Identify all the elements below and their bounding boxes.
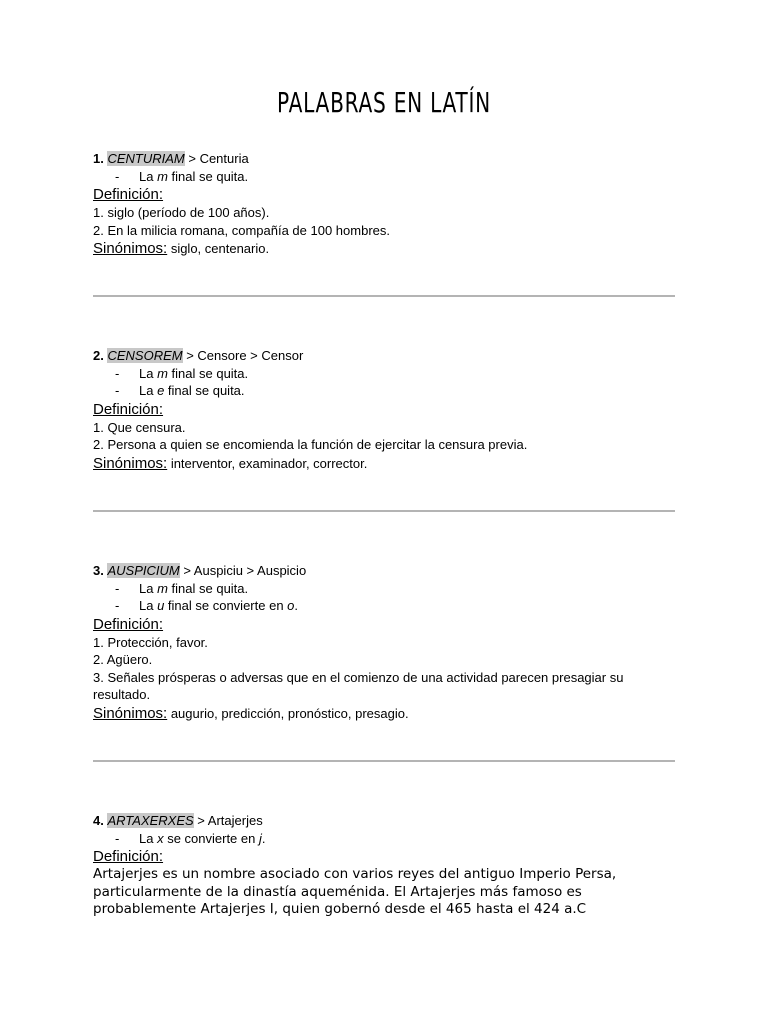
rule-letter: o — [287, 598, 295, 613]
list-dash: - — [115, 383, 120, 398]
latin-word: AUSPICIUM — [107, 563, 180, 578]
list-dash: - — [115, 830, 120, 846]
rule-item — [93, 382, 683, 400]
rule-text: . — [294, 598, 299, 613]
synonyms-row — [93, 239, 683, 258]
definition-item: 2. En la milicia romana, compañía de 100 hombres. — [93, 222, 390, 238]
entry-censorem — [93, 347, 683, 473]
entry-number: 4. — [93, 813, 104, 828]
word-evolution: > Artajerjes — [193, 813, 263, 828]
list-dash: - — [115, 365, 120, 381]
definition-label: Definición: — [93, 848, 164, 865]
rule-text: . — [261, 830, 266, 846]
entry-number: 3. — [93, 563, 104, 578]
rule-letter: u — [157, 598, 165, 613]
rule-text: final se quita. — [164, 383, 245, 398]
rule-text: final se quita. — [167, 580, 249, 596]
list-dash: - — [115, 598, 120, 613]
entry-heading — [93, 812, 683, 830]
list-dash: - — [115, 168, 120, 184]
definition-paragraph: Artajerjes es un nombre asociado con varios reyes del antiguo Imperio Persa, particularmente de la dinastía aqueménida. El Artajerjes más famoso es probablemente Artajerjes I, quien gobernó desde el 465 hasta el 424 a.C — [93, 866, 617, 917]
definition-item: 2. Agüero. — [93, 652, 153, 667]
rule-text: La — [139, 383, 158, 398]
rule-item — [93, 830, 683, 848]
rule-letter: m — [157, 168, 168, 184]
rule-item — [93, 168, 683, 186]
latin-word: CENSOREM — [107, 348, 183, 363]
list-dash: - — [115, 580, 120, 596]
rule-letter: m — [157, 580, 168, 596]
word-evolution: > Centuria — [184, 151, 249, 166]
entry-heading — [93, 562, 683, 580]
entry-heading — [93, 150, 683, 168]
synonyms-label: Sinónimos: — [93, 704, 168, 722]
definition-item: 1. Que censura. — [93, 419, 186, 435]
rule-text: final se quita. — [167, 168, 249, 184]
entry-auspicium — [93, 562, 683, 723]
rule-text: La — [139, 365, 158, 381]
definition-label: Definición: — [93, 615, 164, 633]
definition-item: 2. Persona a quien se encomienda la función de ejercitar la censura previa. — [93, 437, 528, 452]
entry-heading — [93, 347, 683, 365]
latin-word: CENTURIAM — [107, 151, 185, 166]
rule-text: La — [139, 598, 158, 613]
definition-label: Definición: — [93, 186, 164, 203]
rule-text: final se convierte en — [164, 598, 288, 613]
definition-item: 1. siglo (período de 100 años). — [93, 205, 270, 220]
synonyms-row — [93, 704, 683, 723]
entry-number: 1. — [93, 151, 104, 166]
section-divider — [93, 760, 675, 762]
rule-text: se convierte en — [163, 830, 259, 846]
synonyms-row — [93, 454, 683, 473]
rule-item — [93, 580, 683, 598]
word-evolution: > Auspiciu > Auspicio — [179, 563, 307, 578]
definition-label: Definición: — [93, 400, 164, 418]
latin-word: ARTAXERXES — [107, 813, 194, 828]
entry-artaxerxes — [93, 812, 683, 919]
rule-item — [93, 365, 683, 383]
word-evolution: > Censore > Censor — [182, 348, 304, 363]
section-divider — [93, 510, 675, 512]
rule-text: La — [139, 830, 158, 846]
page-title: PALABRAS EN LATÍN — [277, 86, 491, 119]
synonyms-label: Sinónimos: — [93, 240, 168, 257]
synonyms-text: augurio, predicción, pronóstico, presagio. — [167, 705, 409, 721]
synonyms-label: Sinónimos: — [93, 454, 168, 472]
definition-item: 3. Señales prósperas o adversas que en el comienzo de una actividad parecen presagiar su resultado. — [93, 669, 624, 702]
rule-letter: j — [258, 830, 262, 846]
rule-letter: m — [157, 365, 168, 381]
entry-number: 2. — [93, 348, 104, 363]
entry-centuriam — [93, 150, 683, 258]
rule-letter: x — [157, 830, 164, 846]
rule-text: final se quita. — [167, 365, 249, 381]
rule-item — [93, 597, 683, 615]
synonyms-text: siglo, centenario. — [167, 241, 270, 256]
section-divider — [93, 295, 675, 297]
synonyms-text: interventor, examinador, corrector. — [167, 455, 368, 471]
rule-letter: e — [157, 383, 165, 398]
rule-text: La — [139, 168, 158, 184]
rule-text: La — [139, 580, 158, 596]
definition-item: 1. Protección, favor. — [93, 634, 208, 650]
